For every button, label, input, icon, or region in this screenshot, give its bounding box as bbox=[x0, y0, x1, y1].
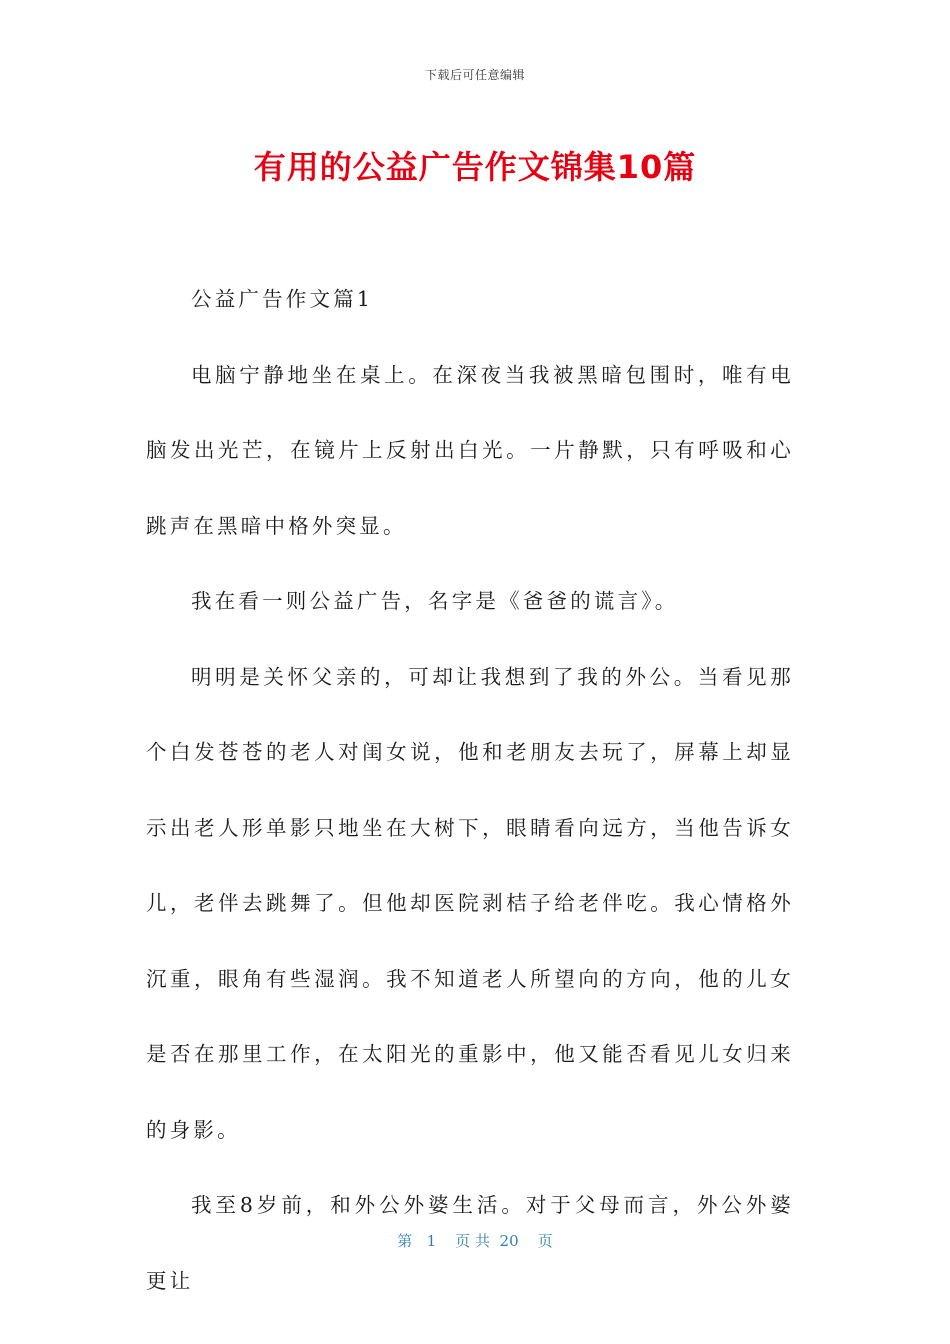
footer-page-current: 1 bbox=[426, 1232, 437, 1250]
document-body bbox=[146, 262, 794, 1319]
footer-page-mid: 页 共 bbox=[455, 1232, 490, 1250]
document-title: 有用的公益广告作文锦集10篇 bbox=[253, 148, 697, 186]
page-header-note: 下载后可任意编辑 bbox=[424, 68, 525, 82]
paragraph: 我至8岁前，和外公外婆生活。对于父母而言，外公外婆更让 bbox=[146, 1193, 794, 1293]
footer-page-total: 20 bbox=[499, 1232, 519, 1250]
paragraph: 我在看一则公益广告，名字是《爸爸的谎言》。 bbox=[191, 589, 679, 613]
page-footer bbox=[0, 1230, 950, 1251]
paragraph: 明明是关怀父亲的，可却让我想到了我的外公。当看见那个白发苍苍的老人对闺女说，他和老朋友去玩了，屏幕上却显示出老人形单影只地坐在大树下，眼睛看向远方，当他告诉女儿，老伴去跳舞了。但他却医院剥桔子给老伴吃。我心情格外沉重，眼角有些湿润。我不知道老人所望向的方向，他的儿女是否在那里工作，在太阳光的重影中，他又能否看见儿女归来的身影。 bbox=[146, 664, 794, 1142]
footer-page-suffix: 页 bbox=[537, 1232, 553, 1250]
section-heading: 公益广告作文篇1 bbox=[191, 287, 374, 311]
paragraph: 电脑宁静地坐在桌上。在深夜当我被黑暗包围时，唯有电脑发出光芒，在镜片上反射出白光。一片静默，只有呼吸和心跳声在黑暗中格外突显。 bbox=[146, 362, 794, 538]
footer-page-prefix: 第 bbox=[397, 1232, 413, 1250]
